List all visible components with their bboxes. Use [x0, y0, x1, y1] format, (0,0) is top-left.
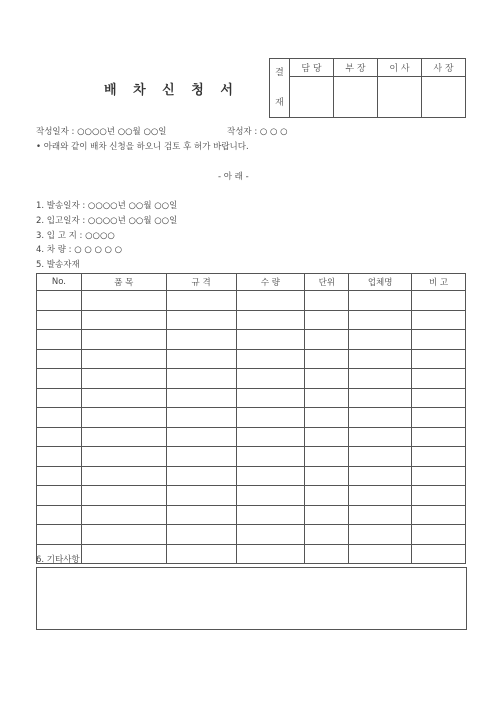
- table-row: [37, 505, 466, 525]
- table-cell[interactable]: [305, 330, 349, 350]
- table-cell[interactable]: [305, 466, 349, 486]
- table-cell[interactable]: [349, 447, 412, 467]
- table-row: [37, 486, 466, 506]
- table-cell[interactable]: [37, 369, 82, 389]
- approval-table: [269, 58, 466, 118]
- table-cell[interactable]: [81, 330, 166, 350]
- table-cell[interactable]: [81, 291, 166, 311]
- table-cell[interactable]: [166, 544, 236, 564]
- table-cell[interactable]: [166, 408, 236, 428]
- table-cell[interactable]: [166, 427, 236, 447]
- notes-label: 6. 기타사항: [36, 555, 80, 565]
- table-cell[interactable]: [166, 349, 236, 369]
- table-cell[interactable]: [412, 291, 466, 311]
- table-cell[interactable]: [412, 369, 466, 389]
- field-materials: 5. 발송자재: [36, 260, 80, 270]
- table-cell[interactable]: [349, 525, 412, 545]
- table-cell[interactable]: [305, 544, 349, 564]
- table-cell[interactable]: [349, 291, 412, 311]
- col-unit: 단위: [305, 274, 349, 291]
- table-cell[interactable]: [37, 525, 82, 545]
- table-cell[interactable]: [81, 310, 166, 330]
- table-row: [37, 330, 466, 350]
- table-cell[interactable]: [81, 525, 166, 545]
- table-cell[interactable]: [305, 310, 349, 330]
- approval-label-top: 결: [275, 68, 284, 78]
- table-cell[interactable]: [305, 427, 349, 447]
- col-quantity: 수 량: [236, 274, 305, 291]
- table-cell[interactable]: [236, 466, 305, 486]
- table-cell[interactable]: [349, 505, 412, 525]
- table-cell[interactable]: [412, 505, 466, 525]
- table-cell[interactable]: [305, 369, 349, 389]
- approval-role-staff: 담 당: [290, 59, 334, 77]
- field-ship-date: 1. 발송일자 : ○○○○년 ○○월 ○○일: [36, 201, 178, 211]
- table-cell[interactable]: [37, 486, 82, 506]
- table-cell[interactable]: [236, 505, 305, 525]
- table-cell[interactable]: [166, 486, 236, 506]
- table-cell[interactable]: [349, 388, 412, 408]
- table-cell[interactable]: [349, 310, 412, 330]
- table-cell[interactable]: [81, 408, 166, 428]
- table-cell[interactable]: [236, 525, 305, 545]
- table-cell[interactable]: [305, 349, 349, 369]
- col-remarks: 비 고: [412, 274, 466, 291]
- field-receive-place: 3. 입 고 지 : ○○○○: [36, 231, 115, 241]
- approval-label: [270, 59, 290, 118]
- table-cell[interactable]: [349, 466, 412, 486]
- field-receive-date: 2. 입고일자 : ○○○○년 ○○월 ○○일: [36, 216, 178, 226]
- table-cell[interactable]: [305, 388, 349, 408]
- table-cell[interactable]: [349, 349, 412, 369]
- approval-role-president: 사 장: [422, 59, 466, 77]
- table-cell[interactable]: [166, 388, 236, 408]
- table-cell[interactable]: [412, 427, 466, 447]
- table-cell[interactable]: [81, 486, 166, 506]
- table-cell[interactable]: [236, 408, 305, 428]
- table-cell[interactable]: [412, 525, 466, 545]
- col-spec: 규 격: [166, 274, 236, 291]
- author: 작성자 : ○ ○ ○: [227, 127, 288, 137]
- table-cell[interactable]: [349, 330, 412, 350]
- table-cell[interactable]: [236, 310, 305, 330]
- table-row: [37, 291, 466, 311]
- approval-label-bottom: 재: [275, 98, 284, 108]
- table-cell[interactable]: [166, 330, 236, 350]
- table-cell[interactable]: [81, 369, 166, 389]
- table-cell[interactable]: [236, 447, 305, 467]
- intro-text: • 아래와 같이 배차 신청을 하오니 검토 후 허가 바랍니다.: [36, 142, 249, 152]
- table-cell[interactable]: [166, 310, 236, 330]
- table-cell[interactable]: [81, 349, 166, 369]
- table-cell[interactable]: [305, 505, 349, 525]
- table-cell[interactable]: [166, 525, 236, 545]
- col-vendor: 업체명: [349, 274, 412, 291]
- table-cell[interactable]: [37, 388, 82, 408]
- col-no: No.: [37, 274, 82, 291]
- table-cell[interactable]: [349, 369, 412, 389]
- table-row: [37, 369, 466, 389]
- table-cell[interactable]: [305, 486, 349, 506]
- approval-role-director: 이 사: [378, 59, 422, 77]
- table-cell[interactable]: [37, 427, 82, 447]
- table-cell[interactable]: [81, 505, 166, 525]
- table-cell[interactable]: [412, 408, 466, 428]
- table-cell[interactable]: [412, 349, 466, 369]
- table-cell[interactable]: [236, 369, 305, 389]
- table-row: [37, 310, 466, 330]
- table-cell[interactable]: [37, 466, 82, 486]
- table-cell[interactable]: [412, 447, 466, 467]
- table-cell[interactable]: [412, 486, 466, 506]
- approval-sign-staff[interactable]: [290, 77, 334, 118]
- table-cell[interactable]: [37, 330, 82, 350]
- table-cell[interactable]: [37, 310, 82, 330]
- table-cell[interactable]: [166, 447, 236, 467]
- table-cell[interactable]: [37, 505, 82, 525]
- table-cell[interactable]: [236, 427, 305, 447]
- table-cell[interactable]: [37, 291, 82, 311]
- materials-table: [36, 273, 466, 564]
- table-cell[interactable]: [37, 349, 82, 369]
- notes-box[interactable]: [36, 567, 467, 630]
- table-cell[interactable]: [349, 486, 412, 506]
- table-cell[interactable]: [236, 388, 305, 408]
- table-cell[interactable]: [81, 447, 166, 467]
- table-cell[interactable]: [305, 525, 349, 545]
- table-cell[interactable]: [81, 466, 166, 486]
- table-cell[interactable]: [349, 427, 412, 447]
- table-cell[interactable]: [412, 330, 466, 350]
- table-row: [37, 408, 466, 428]
- table-row: [37, 349, 466, 369]
- table-cell[interactable]: [236, 291, 305, 311]
- materials-table-body: [37, 291, 466, 564]
- table-row: [37, 427, 466, 447]
- table-cell[interactable]: [236, 544, 305, 564]
- table-row: [37, 388, 466, 408]
- document-title: 배 차 신 청 서: [104, 83, 239, 98]
- write-date: 작성일자 : ○○○○년 ○○월 ○○일: [36, 127, 167, 137]
- table-cell[interactable]: [412, 544, 466, 564]
- table-cell[interactable]: [305, 408, 349, 428]
- table-cell[interactable]: [349, 544, 412, 564]
- table-cell[interactable]: [81, 427, 166, 447]
- table-cell[interactable]: [37, 408, 82, 428]
- approval-role-manager: 부 장: [334, 59, 378, 77]
- table-cell[interactable]: [166, 505, 236, 525]
- field-vehicle: 4. 차 량 : ○ ○ ○ ○ ○: [36, 245, 123, 255]
- section-heading: - 아 래 -: [218, 172, 249, 182]
- approval-sign-manager[interactable]: [334, 77, 378, 118]
- table-cell[interactable]: [166, 369, 236, 389]
- table-cell[interactable]: [236, 486, 305, 506]
- table-cell[interactable]: [81, 388, 166, 408]
- table-cell[interactable]: [81, 544, 166, 564]
- approval-sign-president[interactable]: [422, 77, 466, 118]
- table-cell[interactable]: [166, 466, 236, 486]
- table-cell[interactable]: [236, 330, 305, 350]
- table-row: [37, 447, 466, 467]
- table-cell[interactable]: [166, 291, 236, 311]
- col-item: 품 목: [81, 274, 166, 291]
- table-cell[interactable]: [412, 466, 466, 486]
- table-row: [37, 544, 466, 564]
- table-row: [37, 466, 466, 486]
- table-cell[interactable]: [349, 408, 412, 428]
- table-cell[interactable]: [305, 447, 349, 467]
- approval-sign-director[interactable]: [378, 77, 422, 118]
- table-cell[interactable]: [236, 349, 305, 369]
- table-cell[interactable]: [305, 291, 349, 311]
- table-row: [37, 525, 466, 545]
- table-cell[interactable]: [412, 388, 466, 408]
- table-cell[interactable]: [37, 447, 82, 467]
- table-cell[interactable]: [412, 310, 466, 330]
